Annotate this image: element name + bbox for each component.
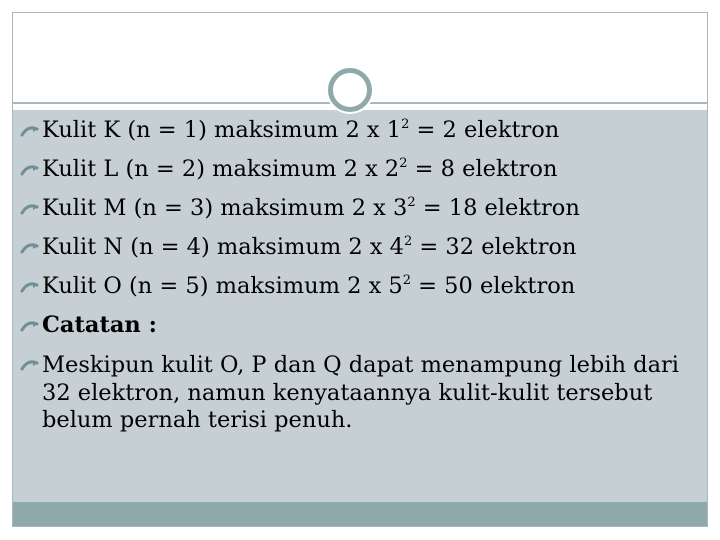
bullet-text: Kulit K (n = 1) maksimum 2 x 1	[42, 117, 402, 143]
note-label: Catatan :	[42, 312, 157, 338]
bullet-list	[20, 118, 700, 449]
bullet-text-end: = 50 elektron	[411, 273, 576, 299]
bullet-item-note-text	[20, 352, 700, 435]
bullet-text-end: = 32 elektron	[412, 234, 577, 260]
curved-arrow-bullet-icon	[20, 319, 40, 333]
curved-arrow-bullet-icon	[20, 358, 40, 372]
curved-arrow-bullet-icon	[20, 124, 40, 138]
bullet-item-n	[20, 235, 700, 260]
bullet-text-end: = 2 elektron	[409, 117, 560, 143]
ring-ornament-icon	[328, 68, 372, 112]
bullet-item-m	[20, 196, 700, 221]
curved-arrow-bullet-icon	[20, 241, 40, 255]
superscript: 2	[407, 194, 416, 210]
footer-bar	[13, 502, 707, 526]
bullet-item-note-label	[20, 313, 700, 338]
bullet-text: Kulit L (n = 2) maksimum 2 x 2	[42, 156, 400, 182]
superscript: 2	[401, 116, 410, 132]
curved-arrow-bullet-icon	[20, 202, 40, 216]
curved-arrow-bullet-icon	[20, 163, 40, 177]
bullet-text-end: = 8 elektron	[407, 156, 558, 182]
bullet-text: Kulit M (n = 3) maksimum 2 x 3	[42, 195, 408, 221]
superscript: 2	[403, 233, 413, 249]
bullet-text: Kulit N (n = 4) maksimum 2 x 4	[42, 234, 404, 260]
bullet-text: Kulit O (n = 5) maksimum 2 x 5	[42, 273, 403, 299]
superscript: 2	[399, 155, 408, 171]
bullet-item-o	[20, 274, 700, 299]
curved-arrow-bullet-icon	[20, 280, 40, 294]
note-text: Meskipun kulit O, P dan Q dapat menampung lebih dari 32 elektron, namun kenyataannya kulit-kulit tersebut belum pernah terisi penuh.	[42, 352, 679, 433]
bullet-item-k	[20, 118, 700, 143]
superscript: 2	[402, 272, 412, 288]
bullet-item-l	[20, 157, 700, 182]
bullet-text-end: = 18 elektron	[415, 195, 580, 221]
